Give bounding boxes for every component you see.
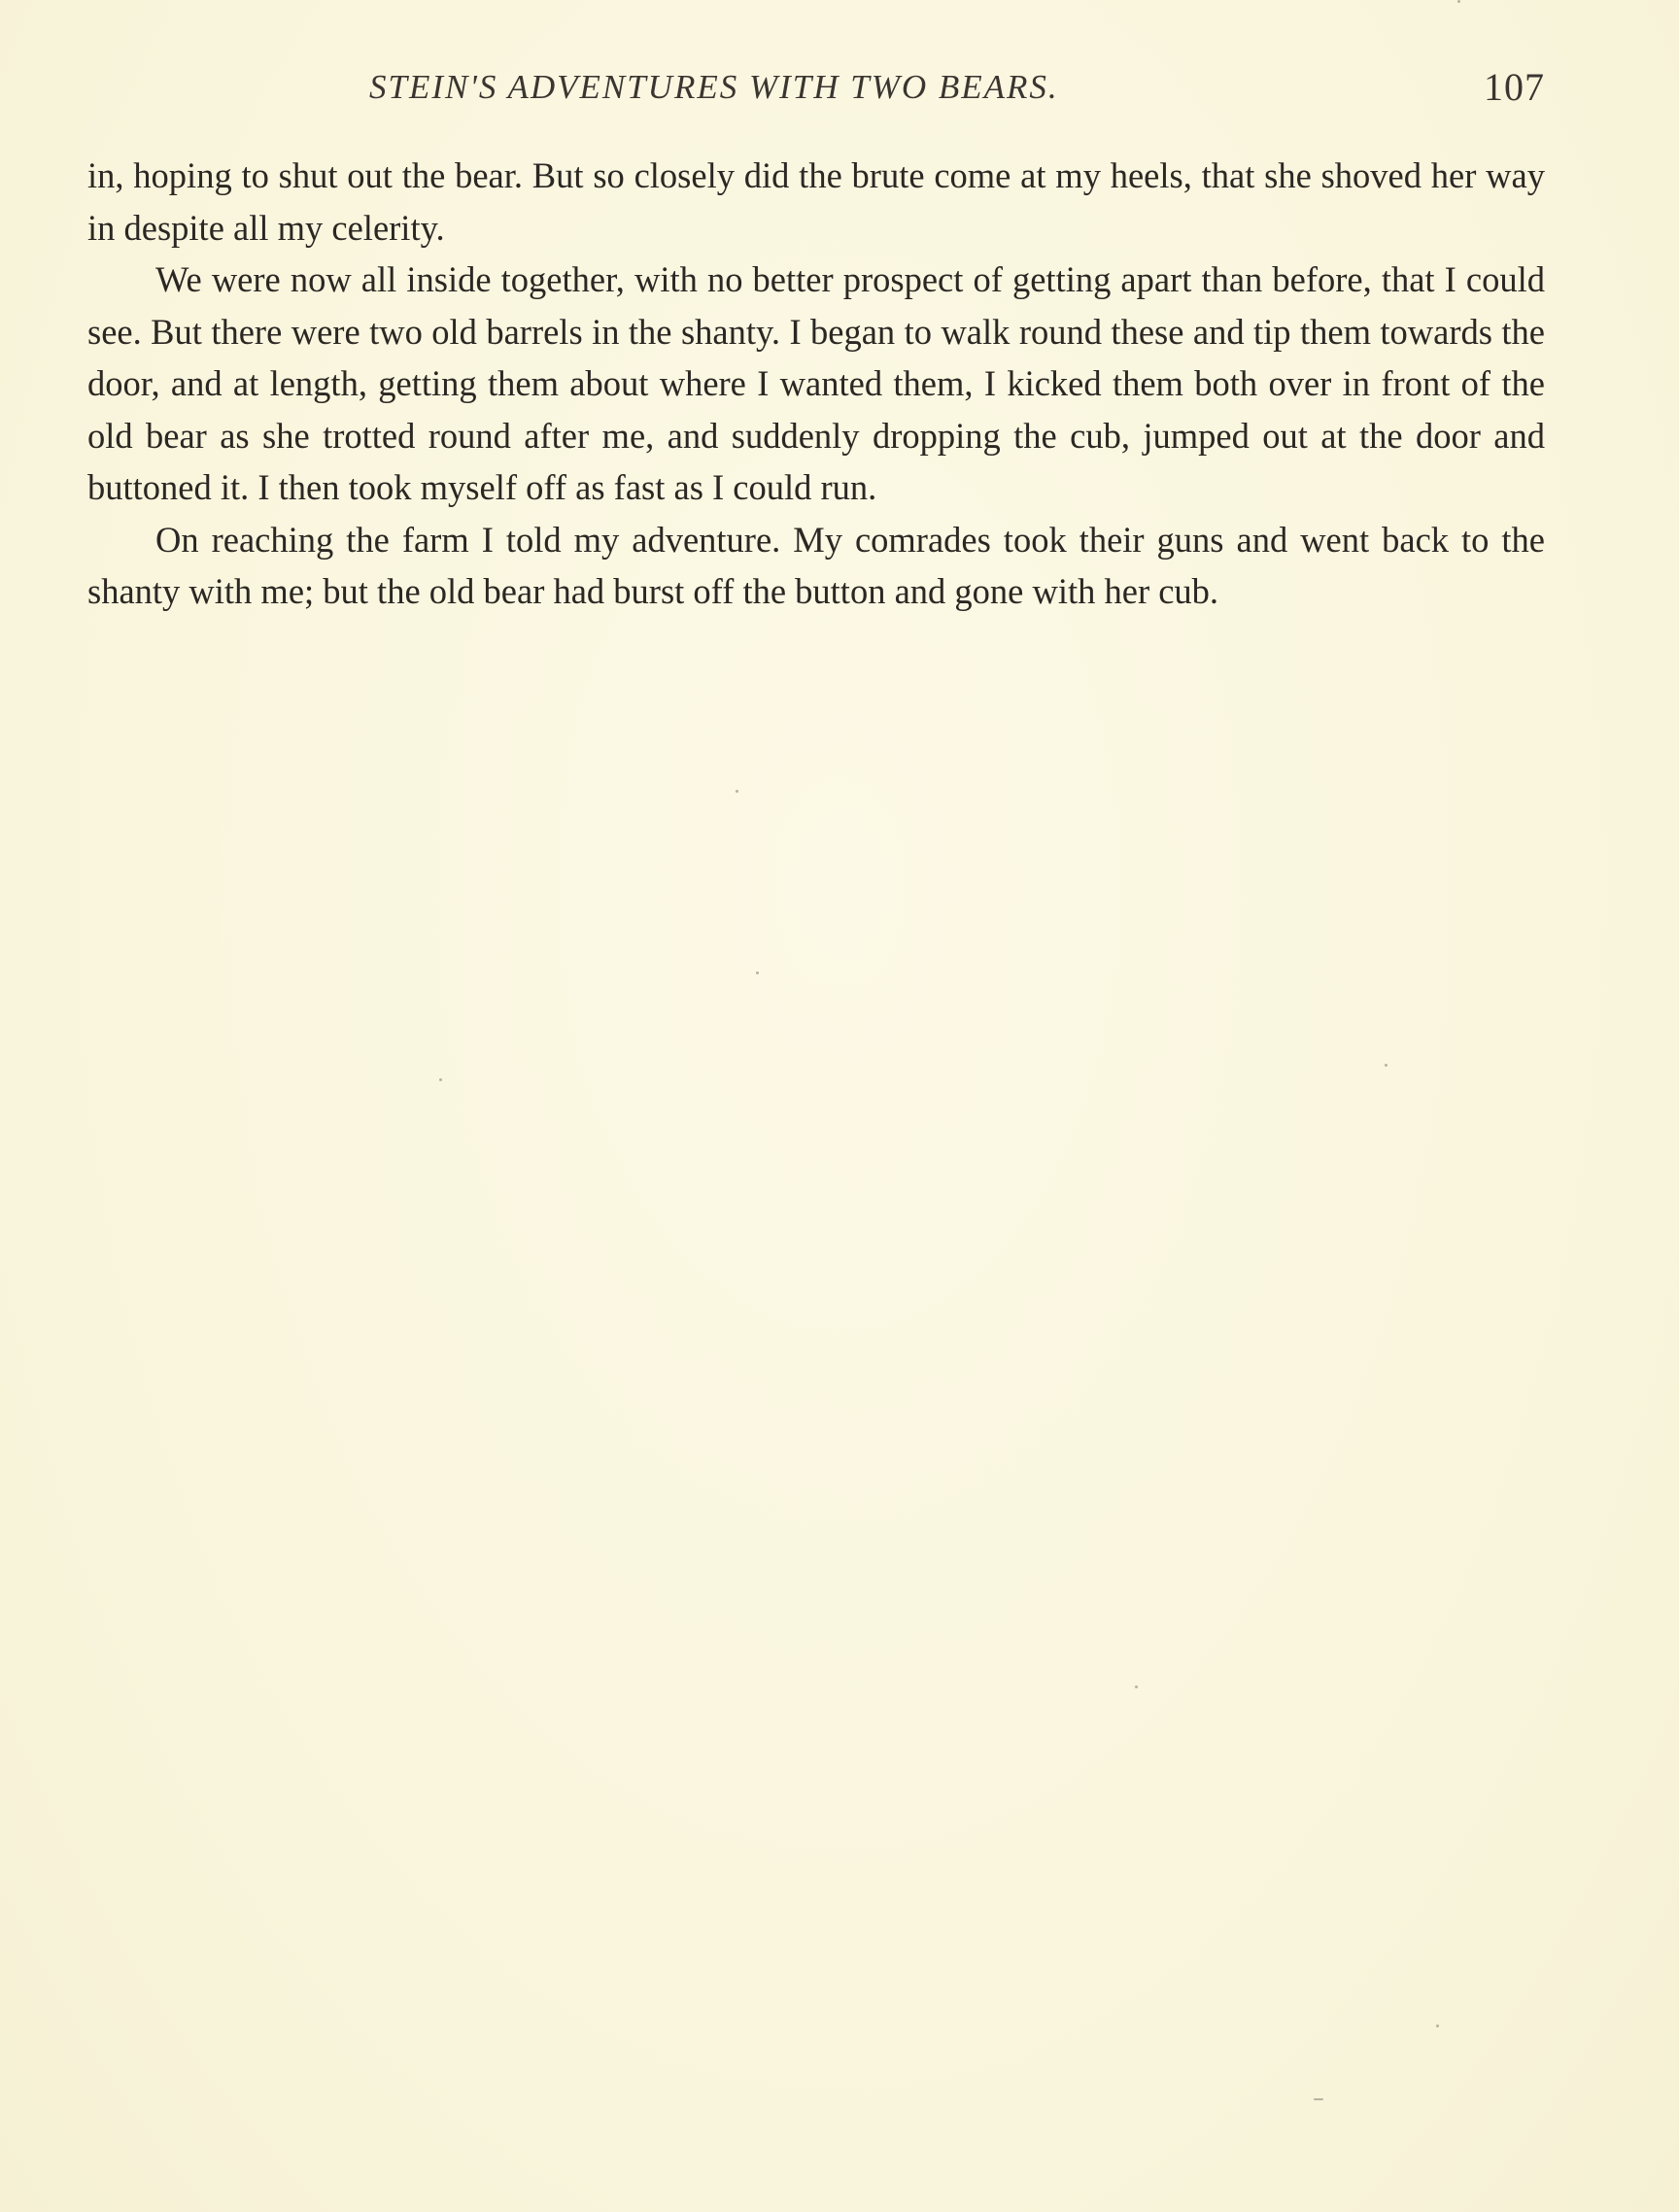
paper-speck xyxy=(1436,2025,1439,2027)
paragraph-1: in, hoping to shut out the bear. But so closely did the brute come at my heels, that she shoved her way in despite all my celerity. xyxy=(87,155,1545,248)
page-number: 107 xyxy=(1484,65,1545,109)
paper-speck xyxy=(1385,1064,1388,1067)
paper-speck xyxy=(1457,0,1460,3)
running-head xyxy=(87,62,1545,120)
paper-speck xyxy=(756,971,759,974)
paper-speck xyxy=(1135,1685,1138,1688)
paragraph-3: On reaching the farm I told my adventure. My comrades took their guns and went back to the shanty with me; but the old bear had burst off the button and gone with her cub. xyxy=(87,519,1545,611)
paper-speck xyxy=(736,790,738,793)
paper-speck xyxy=(1314,2098,1323,2100)
page-text xyxy=(87,150,1545,618)
paragraph-2: We were now all inside together, with no better prospect of getting apart than before, that I could see. But there were two old barrels in the shanty. I began to walk round these and tip them towards the door, and at length, getting them about where I wanted them, I kicked them both over in front of the old bear as she trotted round after me, and suddenly dropping the cub, jumped out at the door and buttoned it. I then took myself off as fast as I could run. xyxy=(87,259,1545,507)
running-title: STEIN'S ADVENTURES WITH TWO BEARS. xyxy=(369,68,1059,106)
paper-speck xyxy=(439,1078,442,1081)
